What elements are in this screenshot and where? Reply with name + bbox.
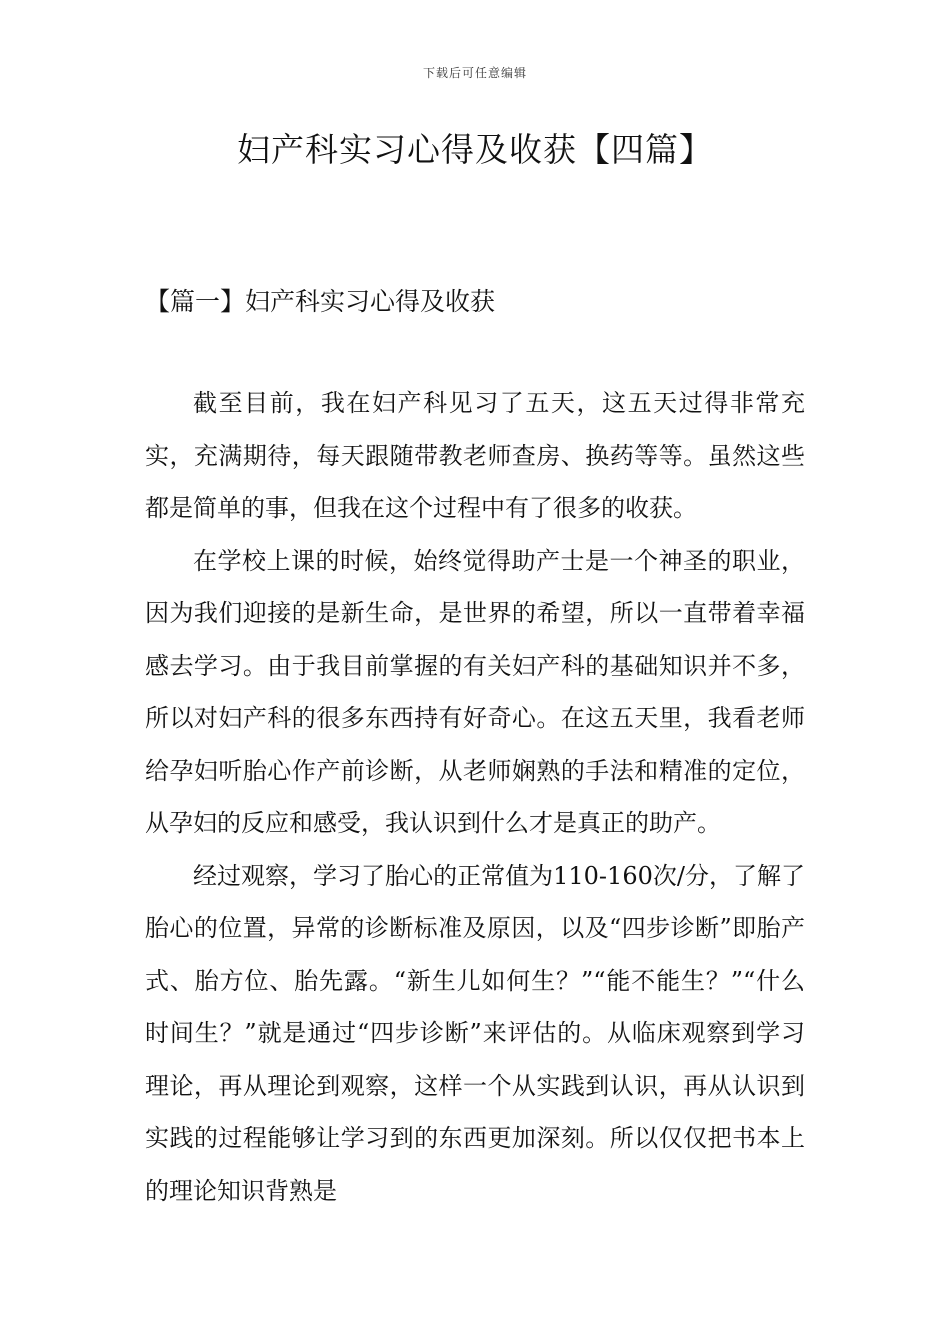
paragraph-1: 截至目前，我在妇产科见习了五天，这五天过得非常充实，充满期待，每天跟随带教老师查房、换药等等。虽然这些都是简单的事，但我在这个过程中有了很多的收获。 [145, 389, 805, 522]
paragraph-3: 经过观察，学习了胎心的正常值为110-160次/分，了解了胎心的位置，异常的诊断标准及原因，以及“四步诊断”即胎产式、胎方位、胎先露。“新生儿如何生？”“能不能生？”“什么时间生？”就是通过“四步诊断”来评估的。从临床观察到学习理论，再从理论到观察，这样一个从实践到认识，再从认识到实践的过程能够让学习到的东西更加深刻。所以仅仅把书本上的理论知识背熟是 [145, 861, 805, 1205]
section-heading: 【篇一】妇产科实习心得及收获 [145, 287, 496, 316]
body-text [145, 377, 805, 1217]
header-watermark: 下载后可任意编辑 [422, 66, 527, 80]
paragraph-2: 在学校上课的时候，始终觉得助产士是一个神圣的职业，因为我们迎接的是新生命，是世界的希望，所以一直带着幸福感去学习。由于我目前掌握的有关妇产科的基础知识并不多，所以对妇产科的很多东西持有好奇心。在这五天里，我看老师给孕妇听胎心作产前诊断，从老师娴熟的手法和精准的定位，从孕妇的反应和感受，我认识到什么才是真正的助产。 [145, 546, 805, 837]
document-title: 妇产科实习心得及收获【四篇】 [237, 130, 713, 169]
